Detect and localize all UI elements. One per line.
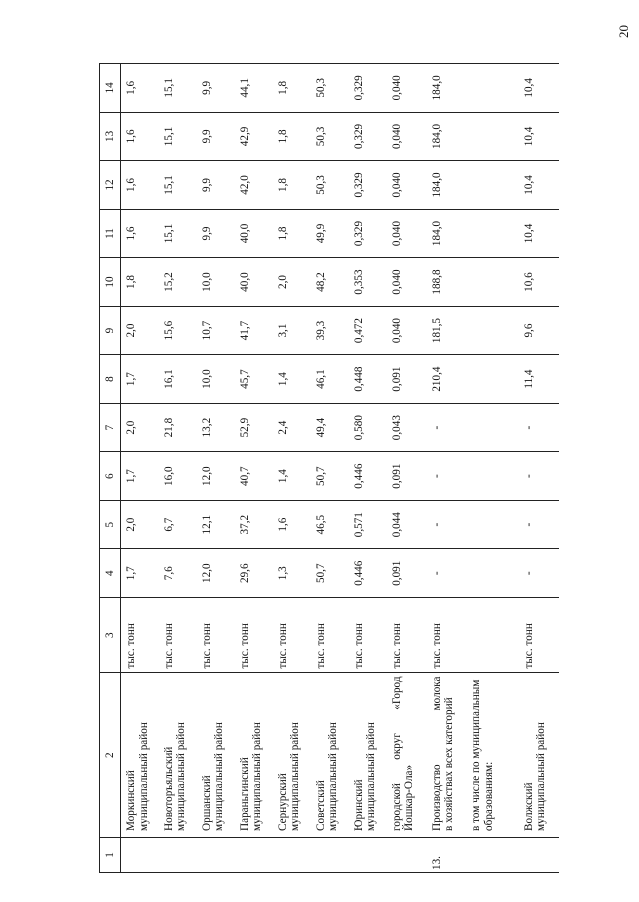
value-cell: 0,040 [387,112,427,161]
value-cell: 0,091 [387,452,427,501]
column-header: 4 [100,549,121,598]
value-cell: 0,091 [387,355,427,404]
value-cell: - [519,403,559,452]
value-cell: 11,4 [519,355,559,404]
value-cell: 15,6 [159,306,197,355]
header-row [100,64,121,873]
row-name-line: Новоторъяльский [162,746,175,831]
value-cell: 1,8 [273,112,311,161]
row-name [387,673,427,837]
row-name-line: муниципальный район [365,722,378,831]
column-header: 13 [100,112,121,161]
row-name [349,673,387,837]
row-name [427,673,519,837]
value-cell: 0,472 [349,306,387,355]
value-cell: - [519,549,559,598]
value-cell: 9,9 [197,161,235,210]
value-cell: 50,3 [311,64,349,113]
value-cell: - [427,403,519,452]
row-name-justified-line [431,676,444,830]
value-cell: 184,0 [427,209,519,258]
value-cell: 46,5 [311,500,349,549]
row-name-line: Параньгинский [238,757,251,831]
column-header: 3 [100,597,121,673]
value-cell: 210,4 [427,355,519,404]
value-cell: 52,9 [235,403,273,452]
column-header: 9 [100,306,121,355]
value-cell: 0,040 [387,306,427,355]
row-number [121,837,159,872]
value-cell: 7,6 [159,549,197,598]
row-name-line: муниципальный район [535,722,548,831]
value-cell: 0,446 [349,452,387,501]
value-cell: 10,4 [519,161,559,210]
row-subheading-line: образованиям: [483,761,496,831]
column-header: 6 [100,452,121,501]
value-cell: 42,9 [235,112,273,161]
page-number: 20 [616,25,631,38]
value-cell: 184,0 [427,161,519,210]
row-name [311,673,349,837]
column-header: 1 [100,837,121,872]
value-cell: 50,3 [311,112,349,161]
row-number [311,837,349,872]
value-cell: 50,7 [311,452,349,501]
value-cell: 29,6 [235,549,273,598]
value-cell: 10,6 [519,258,559,307]
row-name-line: муниципальный район [289,722,302,831]
value-cell: 1,3 [273,549,311,598]
row-name [197,673,235,837]
row-name-line: Сернурский [276,773,289,831]
column-header: 2 [100,673,121,837]
value-cell: 40,0 [235,209,273,258]
column-header: 12 [100,161,121,210]
value-cell: 3,1 [273,306,311,355]
value-cell: 1,6 [121,209,159,258]
value-cell: 12,1 [197,500,235,549]
row-name-line: Советский [314,780,327,831]
rotated-table-container [99,63,569,873]
value-cell: 1,8 [273,161,311,210]
row-name-line: Волжский [522,782,535,831]
row-name-line: муниципальный район [137,722,150,831]
value-cell: 0,571 [349,500,387,549]
table-row [235,64,273,873]
row-name-line: муниципальный район [213,722,226,831]
row-number [349,837,387,872]
table-body [121,64,559,873]
value-cell: 0,329 [349,209,387,258]
column-header: 5 [100,500,121,549]
table-row [427,64,519,873]
table-row [349,64,387,873]
row-name-line: Моркинский [125,770,137,831]
data-table [99,63,559,873]
row-name-word: «Город [390,676,403,710]
value-cell: 46,1 [311,355,349,404]
value-cell: 15,1 [159,161,197,210]
value-cell: - [519,452,559,501]
value-cell: 41,7 [235,306,273,355]
row-name-line: муниципальный район [327,722,340,831]
row-unit: тыс. тонн [121,597,159,673]
row-number [159,837,197,872]
row-unit: тыс. тонн [197,597,235,673]
column-header: 7 [100,403,121,452]
value-cell: 10,0 [197,355,235,404]
value-cell: 188,8 [427,258,519,307]
value-cell: 2,4 [273,403,311,452]
value-cell: 12,0 [197,452,235,501]
row-name-line: Йошкар-Ола» [403,764,416,831]
table-row [197,64,235,873]
row-unit: тыс. тонн [273,597,311,673]
row-subheading [470,676,496,830]
value-cell: 1,7 [121,452,159,501]
column-header: 11 [100,209,121,258]
value-cell: 10,0 [197,258,235,307]
value-cell: 181,5 [427,306,519,355]
value-cell: 1,6 [121,64,159,113]
value-cell: 42,0 [235,161,273,210]
value-cell: 1,8 [273,209,311,258]
value-cell: 1,6 [121,112,159,161]
value-cell: 0,040 [387,209,427,258]
value-cell: 0,043 [387,403,427,452]
table-row [159,64,197,873]
row-name-word: округ [390,733,403,760]
value-cell: 40,7 [235,452,273,501]
value-cell: 1,8 [121,258,159,307]
value-cell: 0,329 [349,64,387,113]
value-cell: 15,1 [159,64,197,113]
value-cell: 10,4 [519,112,559,161]
value-cell: 10,4 [519,64,559,113]
table-row [387,64,427,873]
value-cell: 37,2 [235,500,273,549]
column-header: 8 [100,355,121,404]
row-number [273,837,311,872]
value-cell: 1,6 [273,500,311,549]
table-row [273,64,311,873]
value-cell: 0,329 [349,112,387,161]
row-name-word: Производство [430,764,443,831]
value-cell: 13,2 [197,403,235,452]
row-name-line: Юринский [352,779,365,831]
value-cell: 1,4 [273,452,311,501]
table-row [121,64,159,873]
column-header: 10 [100,258,121,307]
value-cell: 16,1 [159,355,197,404]
value-cell: 1,7 [121,549,159,598]
row-name [273,673,311,837]
row-unit: тыс. тонн [349,597,387,673]
value-cell: 0,446 [349,549,387,598]
value-cell: 0,353 [349,258,387,307]
value-cell: 45,7 [235,355,273,404]
column-header: 14 [100,64,121,113]
value-cell: 0,448 [349,355,387,404]
value-cell: 6,7 [159,500,197,549]
value-cell: 0,040 [387,258,427,307]
row-number [519,837,559,872]
value-cell: 1,6 [121,161,159,210]
row-number [197,837,235,872]
value-cell: 184,0 [427,112,519,161]
row-number [235,837,273,872]
row-name-word: молока [430,676,443,711]
value-cell: 15,1 [159,209,197,258]
value-cell: 48,2 [311,258,349,307]
row-unit: тыс. тонн [235,597,273,673]
row-name-line: муниципальный район [251,722,264,831]
value-cell: 9,9 [197,112,235,161]
value-cell: 9,6 [519,306,559,355]
value-cell: 49,4 [311,403,349,452]
value-cell: 0,329 [349,161,387,210]
value-cell: - [427,500,519,549]
value-cell: 0,091 [387,549,427,598]
row-name-justified-line [391,676,404,830]
value-cell: 15,2 [159,258,197,307]
value-cell: 44,1 [235,64,273,113]
value-cell: 10,4 [519,209,559,258]
value-cell: 9,9 [197,209,235,258]
value-cell: 0,580 [349,403,387,452]
value-cell: 1,8 [273,64,311,113]
row-name-word: городской [390,783,403,831]
value-cell: 2,0 [121,306,159,355]
value-cell: 0,044 [387,500,427,549]
row-name [159,673,197,837]
value-cell: - [519,500,559,549]
value-cell: 40,0 [235,258,273,307]
value-cell: - [427,549,519,598]
value-cell: 49,9 [311,209,349,258]
row-number: 13. [427,837,519,872]
value-cell: 0,040 [387,161,427,210]
value-cell: 21,8 [159,403,197,452]
row-unit: тыс. тонн [387,597,427,673]
value-cell: 9,9 [197,64,235,113]
row-name [235,673,273,837]
row-subheading-line: в том числе по муниципальным [470,679,483,831]
table-row [519,64,559,873]
value-cell: 10,7 [197,306,235,355]
value-cell: 1,7 [121,355,159,404]
value-cell: 2,0 [273,258,311,307]
value-cell: 39,3 [311,306,349,355]
value-cell: 50,7 [311,549,349,598]
value-cell: - [427,452,519,501]
row-name [121,673,159,837]
value-cell: 50,3 [311,161,349,210]
value-cell: 184,0 [427,64,519,113]
table-row [311,64,349,873]
value-cell: 12,0 [197,549,235,598]
row-name-line: в хозяйствах всех категорий [443,697,456,831]
row-unit: тыс. тонн [427,597,519,673]
value-cell: 0,040 [387,64,427,113]
row-number [387,837,427,872]
value-cell: 2,0 [121,500,159,549]
value-cell: 16,0 [159,452,197,501]
value-cell: 15,1 [159,112,197,161]
row-name-line: Оршанский [200,775,213,831]
value-cell: 1,4 [273,355,311,404]
row-unit: тыс. тонн [159,597,197,673]
row-name [519,673,559,837]
row-unit: тыс. тонн [311,597,349,673]
value-cell: 2,0 [121,403,159,452]
row-unit: тыс. тонн [519,597,559,673]
row-name-line: муниципальный район [175,722,188,831]
